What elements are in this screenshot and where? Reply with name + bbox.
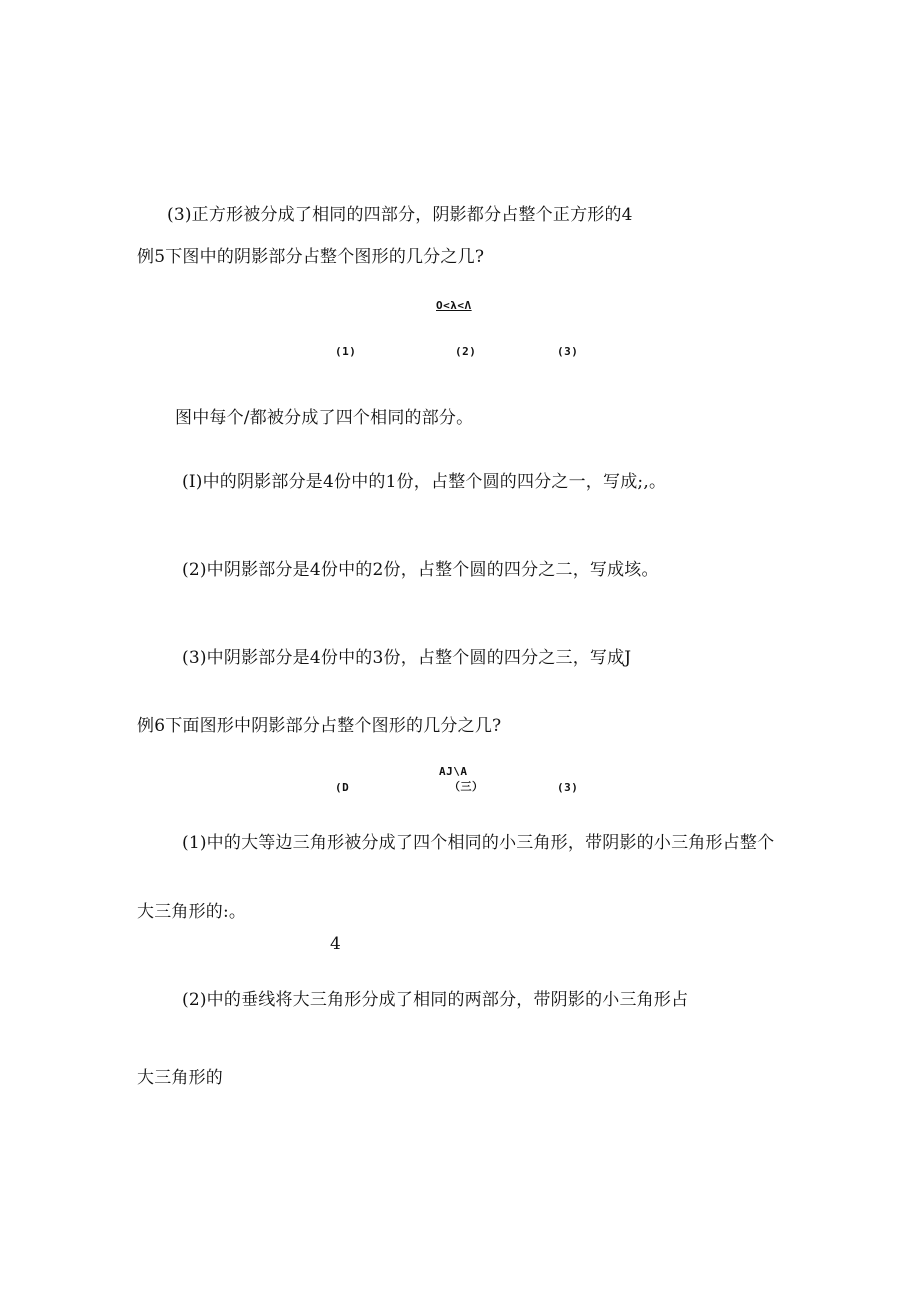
- text-line-triangle-2-cont: 大三角形的: [137, 1068, 223, 1088]
- text-line-figure-3: (3)中阴影部分是4份中的3份，占整个圆的四分之三，写成J: [182, 648, 632, 668]
- example-5-shapes: O<λ<Λ: [436, 299, 472, 312]
- text-line-each-divided: 图中每个/都被分成了四个相同的部分。: [175, 408, 474, 428]
- example-5-question: 例5下图中的阴影部分占整个图形的几分之几?: [137, 247, 485, 267]
- example-5-label-2: (2): [455, 345, 477, 358]
- example-6-label-2: （三）: [449, 780, 484, 793]
- text-line-triangle-1-cont: 大三角形的:。: [137, 902, 247, 922]
- text-line-square-statement: (3)正方形被分成了相同的四部分，阴影都分占整个正方形的4: [167, 205, 633, 225]
- text-line-figure-1: (I)中的阴影部分是4份中的1份，占整个圆的四分之一，写成;,。: [182, 472, 667, 492]
- example-6-label-1: (D: [335, 781, 350, 794]
- example-6-shapes: AJ\A: [439, 765, 468, 778]
- text-line-figure-2: (2)中阴影部分是4份中的2份，占整个圆的四分之二，写成垓。: [182, 560, 659, 580]
- example-6-question: 例6下面图形中阴影部分占整个图形的几分之几?: [137, 716, 502, 736]
- example-5-label-1: (1): [335, 345, 357, 358]
- text-line-triangle-2: (2)中的垂线将大三角形分成了相同的两部分，带阴影的小三角形占: [182, 990, 689, 1010]
- stray-digit-4: 4: [330, 934, 342, 954]
- text-line-triangle-1: (1)中的大等边三角形被分成了四个相同的小三角形，带阴影的小三角形占整个: [182, 833, 775, 853]
- example-6-label-3: (3): [557, 781, 579, 794]
- example-5-label-3: (3): [557, 345, 579, 358]
